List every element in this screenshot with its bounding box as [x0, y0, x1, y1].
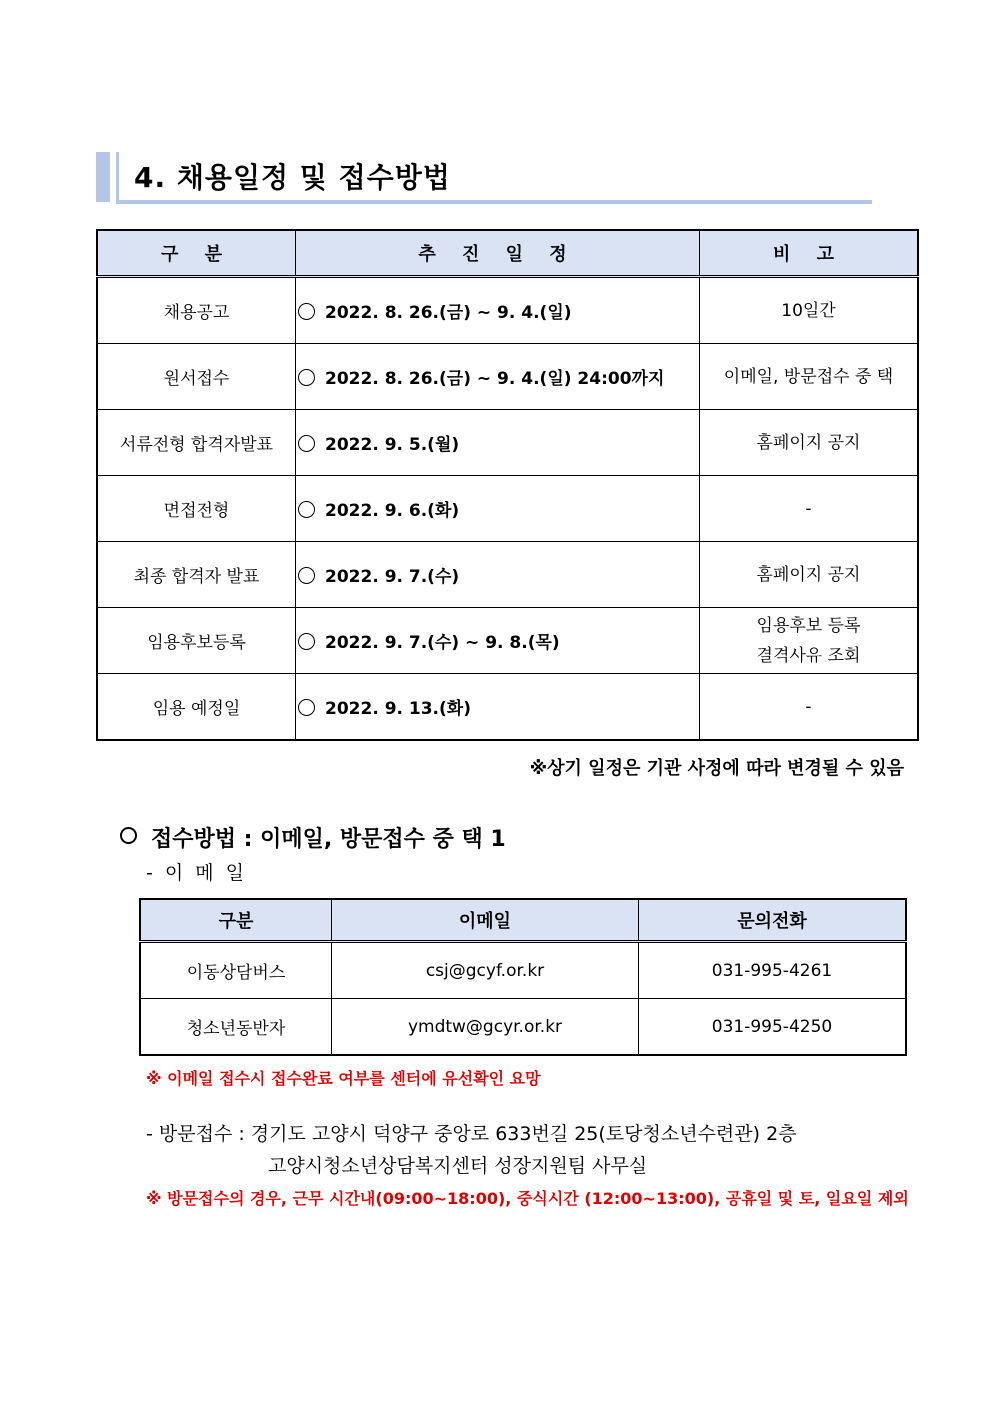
email-address[interactable]: ymdtw@gcyr.or.kr: [332, 999, 639, 1056]
section-heading: [96, 152, 872, 204]
schedule-note-text: 10일간: [781, 300, 836, 321]
circle-bullet-icon: [298, 633, 315, 650]
schedule-category: 임용후보등록: [97, 608, 296, 674]
schedule-note-text: -: [805, 696, 812, 717]
schedule-date-text: 2022. 9. 7.(수): [325, 567, 460, 587]
schedule-header-note: 비 고: [700, 230, 919, 277]
schedule-row: [97, 674, 918, 741]
schedule-note-text: 임용후보 등록: [756, 615, 861, 636]
visit-address-line: - 방문접수 : 경기도 고양시 덕양구 중앙로 633번길 25(토당청소년수련관) 2층: [146, 1123, 797, 1145]
heading-accent-line: [116, 152, 119, 202]
email-row: [140, 942, 906, 999]
email-dept: 이동상담버스: [140, 942, 332, 999]
visit-info: [146, 1118, 797, 1182]
schedule-date-text: 2022. 9. 13.(화): [325, 699, 471, 719]
schedule-note: [700, 410, 919, 476]
schedule-row: [97, 344, 918, 410]
email-note: ※ 이메일 접수시 접수완료 여부를 센터에 유선확인 요망: [146, 1069, 541, 1088]
visit-office-line: 고양시청소년상담복지센터 성장지원팀 사무실: [268, 1155, 648, 1177]
schedule-date: [296, 608, 700, 674]
schedule-header-date: 추 진 일 정: [296, 230, 700, 277]
circle-bullet-icon: [298, 501, 315, 518]
schedule-row: [97, 608, 918, 674]
email-address[interactable]: csj@gcyf.or.kr: [332, 942, 639, 999]
schedule-table: [96, 229, 919, 741]
schedule-date-text: 2022. 8. 26.(금) ~ 9. 4.(일) 24:00까지: [325, 369, 665, 389]
email-subheading: - 이 메 일: [146, 862, 248, 884]
schedule-date-text: 2022. 9. 7.(수) ~ 9. 8.(목): [325, 633, 560, 653]
application-method-text: 접수방법 : 이메일, 방문접수 중 택 1: [151, 827, 506, 852]
schedule-note-text-2: 결격사유 조회: [756, 645, 861, 666]
email-dept: 청소년동반자: [140, 999, 332, 1056]
circle-bullet-icon: [298, 435, 315, 452]
schedule-note-text: 홈페이지 공지: [756, 564, 861, 585]
schedule-row: [97, 277, 918, 344]
schedule-date: [296, 277, 700, 344]
section-title: 4. 채용일정 및 접수방법: [134, 161, 451, 194]
schedule-footnote: ※상기 일정은 기관 사정에 따라 변경될 수 있음: [529, 758, 904, 779]
email-row: [140, 999, 906, 1056]
schedule-row: [97, 542, 918, 608]
schedule-category: 원서접수: [97, 344, 296, 410]
schedule-row: [97, 410, 918, 476]
circle-bullet-icon: [298, 699, 315, 716]
contact-phone: 031-995-4250: [639, 999, 907, 1056]
heading-underline: [116, 200, 872, 204]
schedule-date-text: 2022. 9. 6.(화): [325, 501, 460, 521]
schedule-date: [296, 476, 700, 542]
schedule-date-text: 2022. 8. 26.(금) ~ 9. 4.(일): [325, 303, 572, 323]
email-header-email: 이메일: [332, 899, 639, 942]
schedule-note: [700, 542, 919, 608]
application-method-title: [120, 822, 506, 853]
schedule-date: [296, 344, 700, 410]
circle-bullet-icon: [120, 827, 137, 844]
schedule-header-category: 구 분: [97, 230, 296, 277]
schedule-note-text: 홈페이지 공지: [756, 432, 861, 453]
visit-note: ※ 방문접수의 경우, 근무 시간내(09:00~18:00), 중식시간 (12:00~13:00), 공휴일 및 토, 일요일 제외: [146, 1189, 909, 1208]
schedule-category: 면접전형: [97, 476, 296, 542]
schedule-category: 임용 예정일: [97, 674, 296, 741]
schedule-date: [296, 542, 700, 608]
schedule-note-text: -: [805, 498, 812, 519]
schedule-category: 최종 합격자 발표: [97, 542, 296, 608]
schedule-date-text: 2022. 9. 5.(월): [325, 435, 460, 455]
schedule-note: [700, 344, 919, 410]
schedule-note: [700, 476, 919, 542]
circle-bullet-icon: [298, 567, 315, 584]
schedule-category: 서류전형 합격자발표: [97, 410, 296, 476]
schedule-date: [296, 674, 700, 741]
circle-bullet-icon: [298, 369, 315, 386]
schedule-note: [700, 674, 919, 741]
heading-accent-bar: [96, 152, 110, 202]
schedule-date: [296, 410, 700, 476]
email-header-phone: 문의전화: [639, 899, 907, 942]
email-header-dept: 구분: [140, 899, 332, 942]
schedule-note: [700, 277, 919, 344]
schedule-row: [97, 476, 918, 542]
schedule-note: [700, 608, 919, 674]
email-table: [139, 898, 907, 1056]
schedule-note-text: 이메일, 방문접수 중 택: [723, 366, 894, 387]
contact-phone: 031-995-4261: [639, 942, 907, 999]
circle-bullet-icon: [298, 303, 315, 320]
schedule-category: 채용공고: [97, 277, 296, 344]
